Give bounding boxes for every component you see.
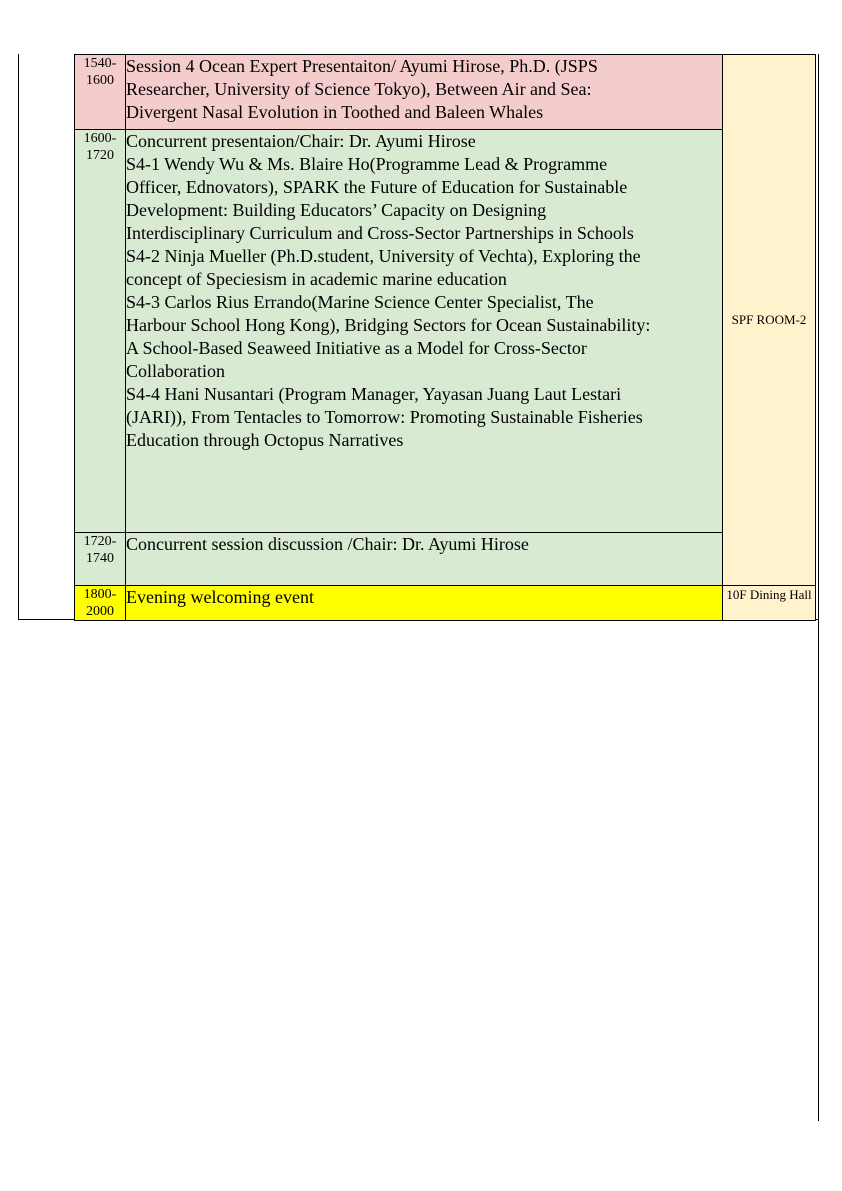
time-start: 1720- xyxy=(83,534,117,549)
session-line: concept of Speciesism in academic marine education xyxy=(126,269,507,289)
session-line: Harbour School Hong Kong), Bridging Sectors for Ocean Sustainability: xyxy=(126,315,651,335)
table-row xyxy=(75,55,816,130)
session-line: Researcher, University of Science Tokyo), Between Air and Sea: xyxy=(126,79,592,99)
left-border-line xyxy=(18,54,19,620)
table-row xyxy=(75,130,816,533)
session-line: Evening welcoming event xyxy=(126,587,314,607)
time-start: 1800- xyxy=(83,587,117,602)
schedule-table xyxy=(74,54,816,621)
session-cell xyxy=(126,586,723,621)
session-cell xyxy=(126,533,723,586)
session-line: Session 4 Ocean Expert Presentaiton/ Ayumi Hirose, Ph.D. (JSPS xyxy=(126,56,598,76)
session-line: Divergent Nasal Evolution in Toothed and Baleen Whales xyxy=(126,102,544,122)
session-line: Officer, Ednovators), SPARK the Future of Education for Sustainable xyxy=(126,177,628,197)
table-row xyxy=(75,533,816,586)
table-row xyxy=(75,586,816,621)
session-line: Collaboration xyxy=(126,361,225,381)
session-line: A School-Based Seaweed Initiative as a Model for Cross-Sector xyxy=(126,338,587,358)
time-start: 1540- xyxy=(83,56,117,71)
time-end: 2000 xyxy=(86,604,114,619)
session-line: S4-3 Carlos Rius Errando(Marine Science Center Specialist, The xyxy=(126,292,594,312)
time-cell xyxy=(75,130,126,533)
time-cell xyxy=(75,586,126,621)
room-label: SPF ROOM-2 xyxy=(731,312,807,327)
time-cell xyxy=(75,533,126,586)
session-line: Development: Building Educators’ Capacity on Designing xyxy=(126,200,547,220)
room-cell xyxy=(723,55,816,586)
session-cell xyxy=(126,55,723,130)
time-end: 1720 xyxy=(86,148,114,163)
time-end: 1600 xyxy=(86,73,114,88)
time-start: 1600- xyxy=(83,131,117,146)
right-border-line xyxy=(818,54,819,1121)
session-line: Concurrent presentaion/Chair: Dr. Ayumi Hirose xyxy=(126,131,476,151)
session-line: S4-2 Ninja Mueller (Ph.D.student, University of Vechta), Exploring the xyxy=(126,246,641,266)
session-line: Concurrent session discussion /Chair: Dr. Ayumi Hirose xyxy=(126,534,529,554)
session-line: S4-4 Hani Nusantari (Program Manager, Yayasan Juang Laut Lestari xyxy=(126,384,622,404)
room-cell xyxy=(723,586,816,621)
session-line: Interdisciplinary Curriculum and Cross-Sector Partnerships in Schools xyxy=(126,223,634,243)
room-label: 10F Dining Hall xyxy=(726,587,812,602)
session-line: S4-1 Wendy Wu & Ms. Blaire Ho(Programme Lead & Programme xyxy=(126,154,608,174)
session-line: Education through Octopus Narratives xyxy=(126,430,404,450)
time-cell xyxy=(75,55,126,130)
session-line: (JARI)), From Tentacles to Tomorrow: Promoting Sustainable Fisheries xyxy=(126,407,643,427)
session-cell xyxy=(126,130,723,533)
time-end: 1740 xyxy=(86,551,114,566)
